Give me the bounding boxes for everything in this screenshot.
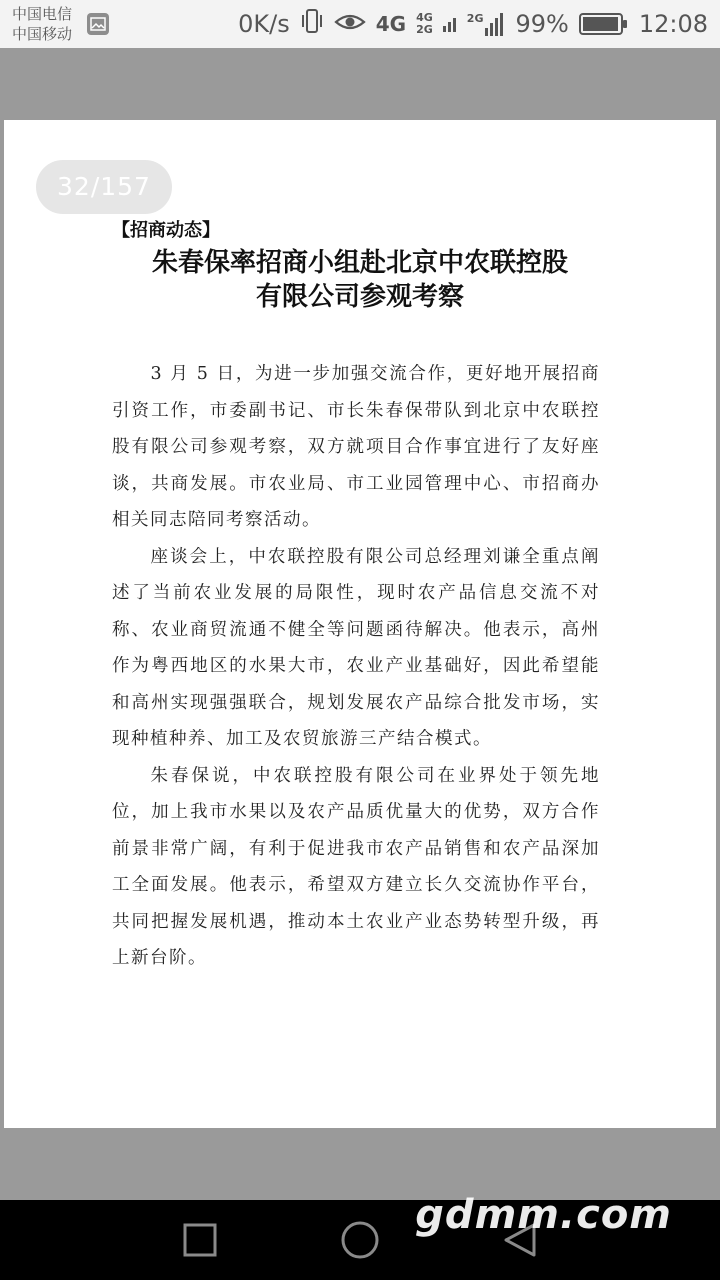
carrier-info <box>12 4 72 44</box>
signal-bars-icon-2 <box>485 12 505 36</box>
viewer-background-bottom <box>0 1128 720 1200</box>
carrier-1: 中国电信 <box>12 5 73 23</box>
network-speed: 0K/s <box>238 10 290 38</box>
vibrate-icon <box>300 8 324 40</box>
network-4g-2g-top: 4G <box>416 11 433 24</box>
status-bar <box>0 0 720 48</box>
home-button[interactable] <box>320 1200 400 1280</box>
network-2g-label: 2G <box>466 12 484 25</box>
network-4g-2g-bottom: 2G <box>416 23 433 36</box>
article-tag: 【招商动态】 <box>112 220 220 241</box>
article-body <box>112 356 600 977</box>
paragraph-3: 朱春保说，中农联控股有限公司在业界处于领先地位，加上我市水果以及农产品质优量大的优势，双方合作前景非常广阔，有利于促进我市农产品销售和农产品深加工全面发展。他表示，希望双方建立长久交流协作平台，共同把握发展机遇，推动本土农业产业态势转型升级，再上新台阶。 <box>112 765 600 968</box>
paragraph-2: 座谈会上，中农联控股有限公司总经理刘谦全重点阐述了当前农业发展的局限性，现时农产品信息交流不对称、农业商贸流通不健全等问题函待解决。他表示，高州作为粤西地区的水果大市，农业产业基础好，因此希望能和高州实现强强联合，规划发展农产品综合批发市场，实现种植种养、加工及农贸旅游三产结合模式。 <box>112 546 600 749</box>
battery-icon <box>579 13 623 35</box>
home-icon <box>340 1220 380 1260</box>
paragraph-1: 3 月 5 日，为进一步加强交流合作，更好地开展招商引资工作，市委副书记、市长朱春保带队到北京中农联控股有限公司参观考察，双方就项目合作事宜进行了友好座谈，共商发展。市农业局、市工业园管理中心、市招商办相关同志陪同考察活动。 <box>112 364 600 530</box>
carrier-2: 中国移动 <box>12 25 73 43</box>
article-title-line-1: 朱春保率招商小组赴北京中农联控股 <box>151 248 568 278</box>
signal-bars-icon-1 <box>443 10 457 38</box>
recent-apps-button[interactable] <box>160 1200 240 1280</box>
gallery-notification-icon <box>87 13 109 35</box>
dual-network-indicator <box>416 12 433 36</box>
page-counter: 32/157 <box>36 160 172 214</box>
network-4g-label: 4G <box>375 12 407 36</box>
battery-percent: 99% <box>515 10 569 38</box>
watermark-logo: gdmm.com <box>415 1192 672 1238</box>
article-title <box>110 246 610 314</box>
eye-comfort-icon <box>334 10 366 38</box>
viewer-background-top <box>0 48 720 120</box>
article-title-line-2: 有限公司参观考察 <box>255 282 464 312</box>
recent-apps-icon <box>183 1223 217 1257</box>
status-icons <box>238 0 708 48</box>
network-2g-group <box>467 12 506 36</box>
clock: 12:08 <box>638 10 708 38</box>
